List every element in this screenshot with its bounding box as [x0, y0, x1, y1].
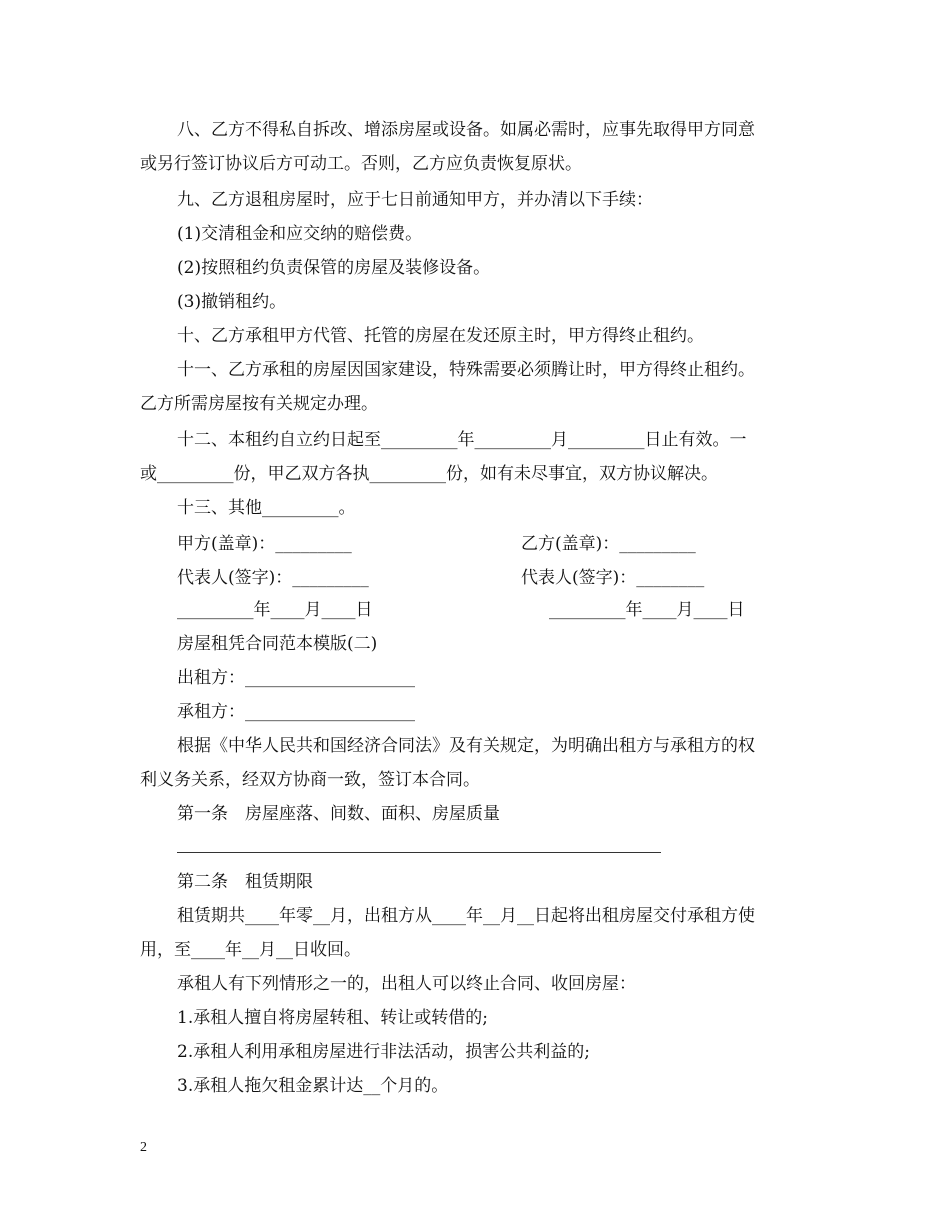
- termination-item-2: 2.承租人利用承租房屋进行非法活动，损害公共利益的;: [177, 1042, 590, 1062]
- intro-line-1: 根据《中华人民共和国经济合同法》及有关规定，为明确出租方与承租方的权: [177, 736, 755, 756]
- article-2-heading: 第二条 租赁期限: [177, 872, 313, 892]
- intro-line-2: 利义务关系，经双方协商一致，签订本合同。: [140, 770, 480, 790]
- clause-9-item-2: (2)按照租约负责保管的房屋及装修设备。: [177, 258, 491, 278]
- article-1-heading: 第一条 房屋座落、间数、面积、房屋质量: [177, 804, 500, 824]
- party-a-seal: 甲方(盖章)：_________: [177, 534, 352, 554]
- clause-12-line-1: 十二、本租约自立约日起至_________年_________月_________日止有效。一: [177, 430, 747, 450]
- clause-10: 十、乙方承租甲方代管、托管的房屋在发还原主时，甲方得终止租约。: [177, 326, 704, 346]
- template-title: 房屋租凭合同范本模版(二): [177, 634, 378, 654]
- party-b-seal: 乙方(盖章)：_________: [521, 534, 696, 554]
- termination-item-3: 3.承租人拖欠租金累计达__个月的。: [177, 1076, 449, 1096]
- representative-a: 代表人(签字)：_________: [177, 568, 369, 588]
- lessor-field: 出租方：____________________: [177, 668, 415, 688]
- representative-b: 代表人(签字)：________: [521, 568, 705, 588]
- date-a: _________年____月____日: [177, 600, 373, 620]
- clause-8-line-2: 或另行签订协议后方可动工。否则，乙方应负责恢复原状。: [140, 154, 582, 174]
- termination-item-1: 1.承租人擅自将房屋转租、转让或转借的;: [177, 1008, 488, 1028]
- article-1-blank-line: [177, 852, 661, 853]
- lessee-field: 承租方：____________________: [177, 702, 415, 722]
- clause-8-line-1: 八、乙方不得私自拆改、增添房屋或设备。如属必需时，应事先取得甲方同意: [177, 120, 755, 140]
- clause-12-line-2: 或_________份，甲乙双方各执_________份，如有未尽事宜，双方协议解决。: [140, 464, 718, 484]
- clause-9-item-3: (3)撤销租约。: [177, 292, 287, 312]
- clause-11-line-2: 乙方所需房屋按有关规定办理。: [140, 394, 378, 414]
- clause-9: 九、乙方退租房屋时，应于七日前通知甲方，并办清以下手续：: [177, 190, 653, 210]
- termination-intro: 承租人有下列情形之一的，出租人可以终止合同、收回房屋：: [177, 974, 636, 994]
- lease-term-line-1: 租赁期共____年零__月，出租方从____年__月__日起将出租房屋交付承租方使: [177, 906, 755, 926]
- clause-9-item-1: (1)交清租金和应交纳的赔偿费。: [177, 224, 423, 244]
- clause-13: 十三、其他_________。: [177, 498, 356, 518]
- lease-term-line-2: 用，至____年__月__日收回。: [140, 940, 361, 960]
- clause-11-line-1: 十一、乙方承租的房屋因国家建设，特殊需要必须腾让时，甲方得终止租约。: [177, 360, 755, 380]
- date-b: _________年____月____日: [549, 600, 745, 620]
- page-number: 2: [140, 1140, 147, 1155]
